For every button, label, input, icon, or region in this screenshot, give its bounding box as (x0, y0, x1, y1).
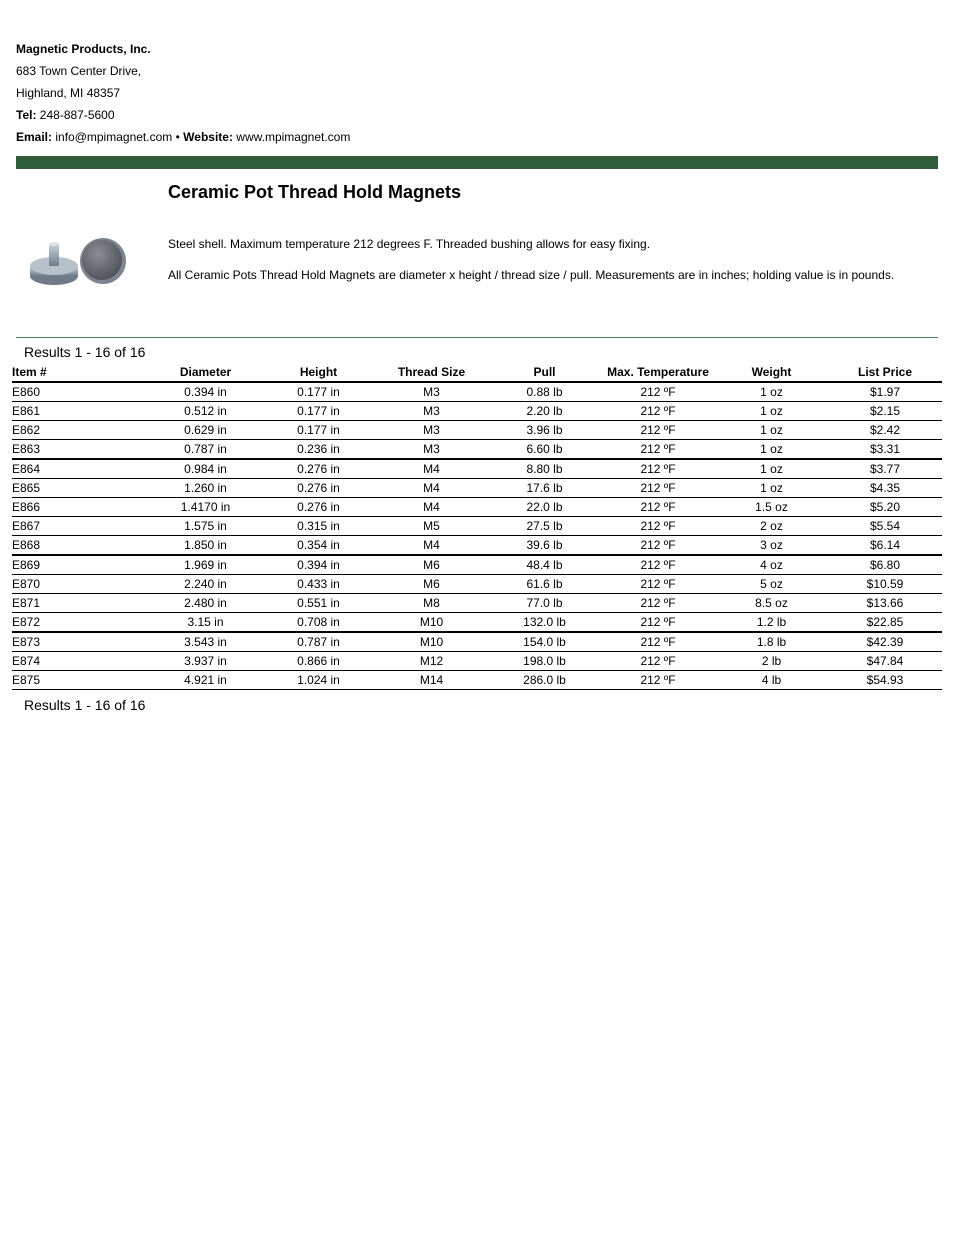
column-header-list-price: List Price (828, 363, 942, 382)
thread-size-cell: M3 (375, 402, 488, 421)
thread-size-cell: M10 (375, 613, 488, 633)
thread-size-cell: M4 (375, 459, 488, 479)
diameter-cell: 3.15 in (149, 613, 262, 633)
item-number-cell: E862 (12, 421, 149, 440)
weight-cell: 1 oz (715, 402, 828, 421)
diameter-cell: 1.850 in (149, 536, 262, 556)
weight-cell: 2 oz (715, 517, 828, 536)
item-number-cell: E873 (12, 632, 149, 652)
diameter-cell: 1.575 in (149, 517, 262, 536)
item-number-cell: E864 (12, 459, 149, 479)
list-price-cell: $3.31 (828, 440, 942, 460)
list-price-cell: $5.54 (828, 517, 942, 536)
list-price-cell: $54.93 (828, 671, 942, 690)
product-description-2: All Ceramic Pots Thread Hold Magnets are diameter x height / thread size / pull. Measurements are in inches; holding value is in pounds. (168, 268, 895, 282)
thread-size-cell: M4 (375, 498, 488, 517)
thread-size-cell: M3 (375, 440, 488, 460)
list-price-cell: $1.97 (828, 382, 942, 402)
thread-size-cell: M3 (375, 421, 488, 440)
weight-cell: 1.2 lb (715, 613, 828, 633)
table-row (12, 479, 942, 498)
table-row (12, 575, 942, 594)
thread-size-cell: M12 (375, 652, 488, 671)
product-title: Ceramic Pot Thread Hold Magnets (168, 182, 462, 202)
weight-cell: 2 lb (715, 652, 828, 671)
table-row (12, 440, 942, 460)
company-info (16, 38, 350, 148)
list-price-cell: $47.84 (828, 652, 942, 671)
max-temperature-cell: 212 ºF (601, 652, 715, 671)
weight-cell: 4 oz (715, 555, 828, 575)
table-row (12, 536, 942, 556)
weight-cell: 1 oz (715, 459, 828, 479)
thread-size-cell: M6 (375, 555, 488, 575)
max-temperature-cell: 212 ºF (601, 536, 715, 556)
max-temperature-cell: 212 ºF (601, 498, 715, 517)
diameter-cell: 0.984 in (149, 459, 262, 479)
list-price-cell: $13.66 (828, 594, 942, 613)
max-temperature-cell: 212 ºF (601, 632, 715, 652)
diameter-cell: 4.921 in (149, 671, 262, 690)
pull-cell: 198.0 lb (488, 652, 601, 671)
table-row (12, 555, 942, 575)
column-header-item: Item # (12, 363, 149, 382)
pull-cell: 39.6 lb (488, 536, 601, 556)
table-row (12, 459, 942, 479)
weight-cell: 1 oz (715, 440, 828, 460)
list-price-cell: $5.20 (828, 498, 942, 517)
height-cell: 1.024 in (262, 671, 375, 690)
column-header-thread-size: Thread Size (375, 363, 488, 382)
height-cell: 0.276 in (262, 459, 375, 479)
list-price-cell: $2.15 (828, 402, 942, 421)
thread-size-cell: M14 (375, 671, 488, 690)
pull-cell: 3.96 lb (488, 421, 601, 440)
weight-cell: 1.5 oz (715, 498, 828, 517)
max-temperature-cell: 212 ºF (601, 613, 715, 633)
contact-line (16, 126, 350, 148)
item-number-cell: E866 (12, 498, 149, 517)
table-row (12, 517, 942, 536)
item-number-cell: E865 (12, 479, 149, 498)
pull-cell: 2.20 lb (488, 402, 601, 421)
pull-cell: 154.0 lb (488, 632, 601, 652)
tel-label: Tel: (16, 108, 37, 122)
diameter-cell: 1.260 in (149, 479, 262, 498)
item-number-cell: E869 (12, 555, 149, 575)
height-cell: 0.866 in (262, 652, 375, 671)
column-header-height: Height (262, 363, 375, 382)
address-line-1: 683 Town Center Drive, (16, 64, 142, 78)
pull-cell: 0.88 lb (488, 382, 601, 402)
table-row (12, 652, 942, 671)
height-cell: 0.177 in (262, 382, 375, 402)
product-description-1: Steel shell. Maximum temperature 212 degrees F. Threaded bushing allows for easy fixing. (168, 237, 651, 251)
table-row (12, 594, 942, 613)
table-header-row (12, 363, 942, 382)
weight-cell: 4 lb (715, 671, 828, 690)
table-row (12, 613, 942, 633)
item-number-cell: E861 (12, 402, 149, 421)
tel-value: 248-887-5600 (39, 108, 115, 122)
pull-cell: 17.6 lb (488, 479, 601, 498)
diameter-cell: 1.4170 in (149, 498, 262, 517)
pull-cell: 61.6 lb (488, 575, 601, 594)
height-cell: 0.276 in (262, 498, 375, 517)
list-price-cell: $22.85 (828, 613, 942, 633)
height-cell: 0.787 in (262, 632, 375, 652)
height-cell: 0.708 in (262, 613, 375, 633)
column-header-diameter: Diameter (149, 363, 262, 382)
list-price-cell: $10.59 (828, 575, 942, 594)
pull-cell: 77.0 lb (488, 594, 601, 613)
diameter-cell: 3.937 in (149, 652, 262, 671)
list-price-cell: $6.14 (828, 536, 942, 556)
item-number-cell: E871 (12, 594, 149, 613)
height-cell: 0.236 in (262, 440, 375, 460)
diameter-cell: 0.394 in (149, 382, 262, 402)
table-row (12, 421, 942, 440)
products-table (12, 363, 942, 690)
diameter-cell: 0.787 in (149, 440, 262, 460)
height-cell: 0.433 in (262, 575, 375, 594)
thread-size-cell: M8 (375, 594, 488, 613)
pull-cell: 22.0 lb (488, 498, 601, 517)
column-header-weight: Weight (715, 363, 828, 382)
max-temperature-cell: 212 ºF (601, 402, 715, 421)
height-cell: 0.177 in (262, 421, 375, 440)
weight-cell: 3 oz (715, 536, 828, 556)
separator-bullet: • (175, 130, 180, 144)
column-header-max-temperature: Max. Temperature (601, 363, 715, 382)
weight-cell: 5 oz (715, 575, 828, 594)
weight-cell: 8.5 oz (715, 594, 828, 613)
diameter-cell: 1.969 in (149, 555, 262, 575)
max-temperature-cell: 212 ºF (601, 479, 715, 498)
diameter-cell: 2.240 in (149, 575, 262, 594)
address-line-2: Highland, MI 48357 (16, 86, 121, 100)
height-cell: 0.394 in (262, 555, 375, 575)
height-cell: 0.354 in (262, 536, 375, 556)
max-temperature-cell: 212 ºF (601, 440, 715, 460)
product-image (26, 232, 126, 290)
max-temperature-cell: 212 ºF (601, 421, 715, 440)
max-temperature-cell: 212 ºF (601, 555, 715, 575)
height-cell: 0.276 in (262, 479, 375, 498)
pull-cell: 8.80 lb (488, 459, 601, 479)
height-cell: 0.315 in (262, 517, 375, 536)
diameter-cell: 2.480 in (149, 594, 262, 613)
item-number-cell: E867 (12, 517, 149, 536)
max-temperature-cell: 212 ºF (601, 575, 715, 594)
list-price-cell: $2.42 (828, 421, 942, 440)
max-temperature-cell: 212 ºF (601, 382, 715, 402)
list-price-cell: $6.80 (828, 555, 942, 575)
list-price-cell: $3.77 (828, 459, 942, 479)
item-number-cell: E863 (12, 440, 149, 460)
table-row (12, 498, 942, 517)
item-number-cell: E872 (12, 613, 149, 633)
table-row (12, 671, 942, 690)
list-price-cell: $42.39 (828, 632, 942, 652)
diameter-cell: 0.629 in (149, 421, 262, 440)
header-divider-bar (16, 156, 938, 169)
table-row (12, 632, 942, 652)
thread-size-cell: M5 (375, 517, 488, 536)
list-price-cell: $4.35 (828, 479, 942, 498)
max-temperature-cell: 212 ºF (601, 517, 715, 536)
max-temperature-cell: 212 ºF (601, 594, 715, 613)
thread-size-cell: M4 (375, 479, 488, 498)
telephone-line (16, 104, 350, 126)
diameter-cell: 3.543 in (149, 632, 262, 652)
item-number-cell: E860 (12, 382, 149, 402)
table-row (12, 402, 942, 421)
item-number-cell: E868 (12, 536, 149, 556)
column-header-pull: Pull (488, 363, 601, 382)
thread-size-cell: M4 (375, 536, 488, 556)
item-number-cell: E875 (12, 671, 149, 690)
diameter-cell: 0.512 in (149, 402, 262, 421)
item-number-cell: E870 (12, 575, 149, 594)
height-cell: 0.551 in (262, 594, 375, 613)
results-count-top: Results 1 - 16 of 16 (24, 344, 146, 360)
pull-cell: 286.0 lb (488, 671, 601, 690)
pull-cell: 132.0 lb (488, 613, 601, 633)
weight-cell: 1 oz (715, 421, 828, 440)
height-cell: 0.177 in (262, 402, 375, 421)
weight-cell: 1 oz (715, 479, 828, 498)
thread-size-cell: M6 (375, 575, 488, 594)
email-value: info@mpimagnet.com (55, 130, 173, 144)
table-row (12, 382, 942, 402)
weight-cell: 1.8 lb (715, 632, 828, 652)
weight-cell: 1 oz (715, 382, 828, 402)
website-label: Website: (183, 130, 233, 144)
thread-size-cell: M3 (375, 382, 488, 402)
company-name: Magnetic Products, Inc. (16, 42, 151, 56)
results-count-bottom: Results 1 - 16 of 16 (24, 697, 146, 713)
pull-cell: 27.5 lb (488, 517, 601, 536)
max-temperature-cell: 212 ºF (601, 671, 715, 690)
section-divider (16, 337, 938, 338)
item-number-cell: E874 (12, 652, 149, 671)
thread-size-cell: M10 (375, 632, 488, 652)
pull-cell: 48.4 lb (488, 555, 601, 575)
max-temperature-cell: 212 ºF (601, 459, 715, 479)
website-value: www.mpimagnet.com (236, 130, 351, 144)
pull-cell: 6.60 lb (488, 440, 601, 460)
email-label: Email: (16, 130, 53, 144)
